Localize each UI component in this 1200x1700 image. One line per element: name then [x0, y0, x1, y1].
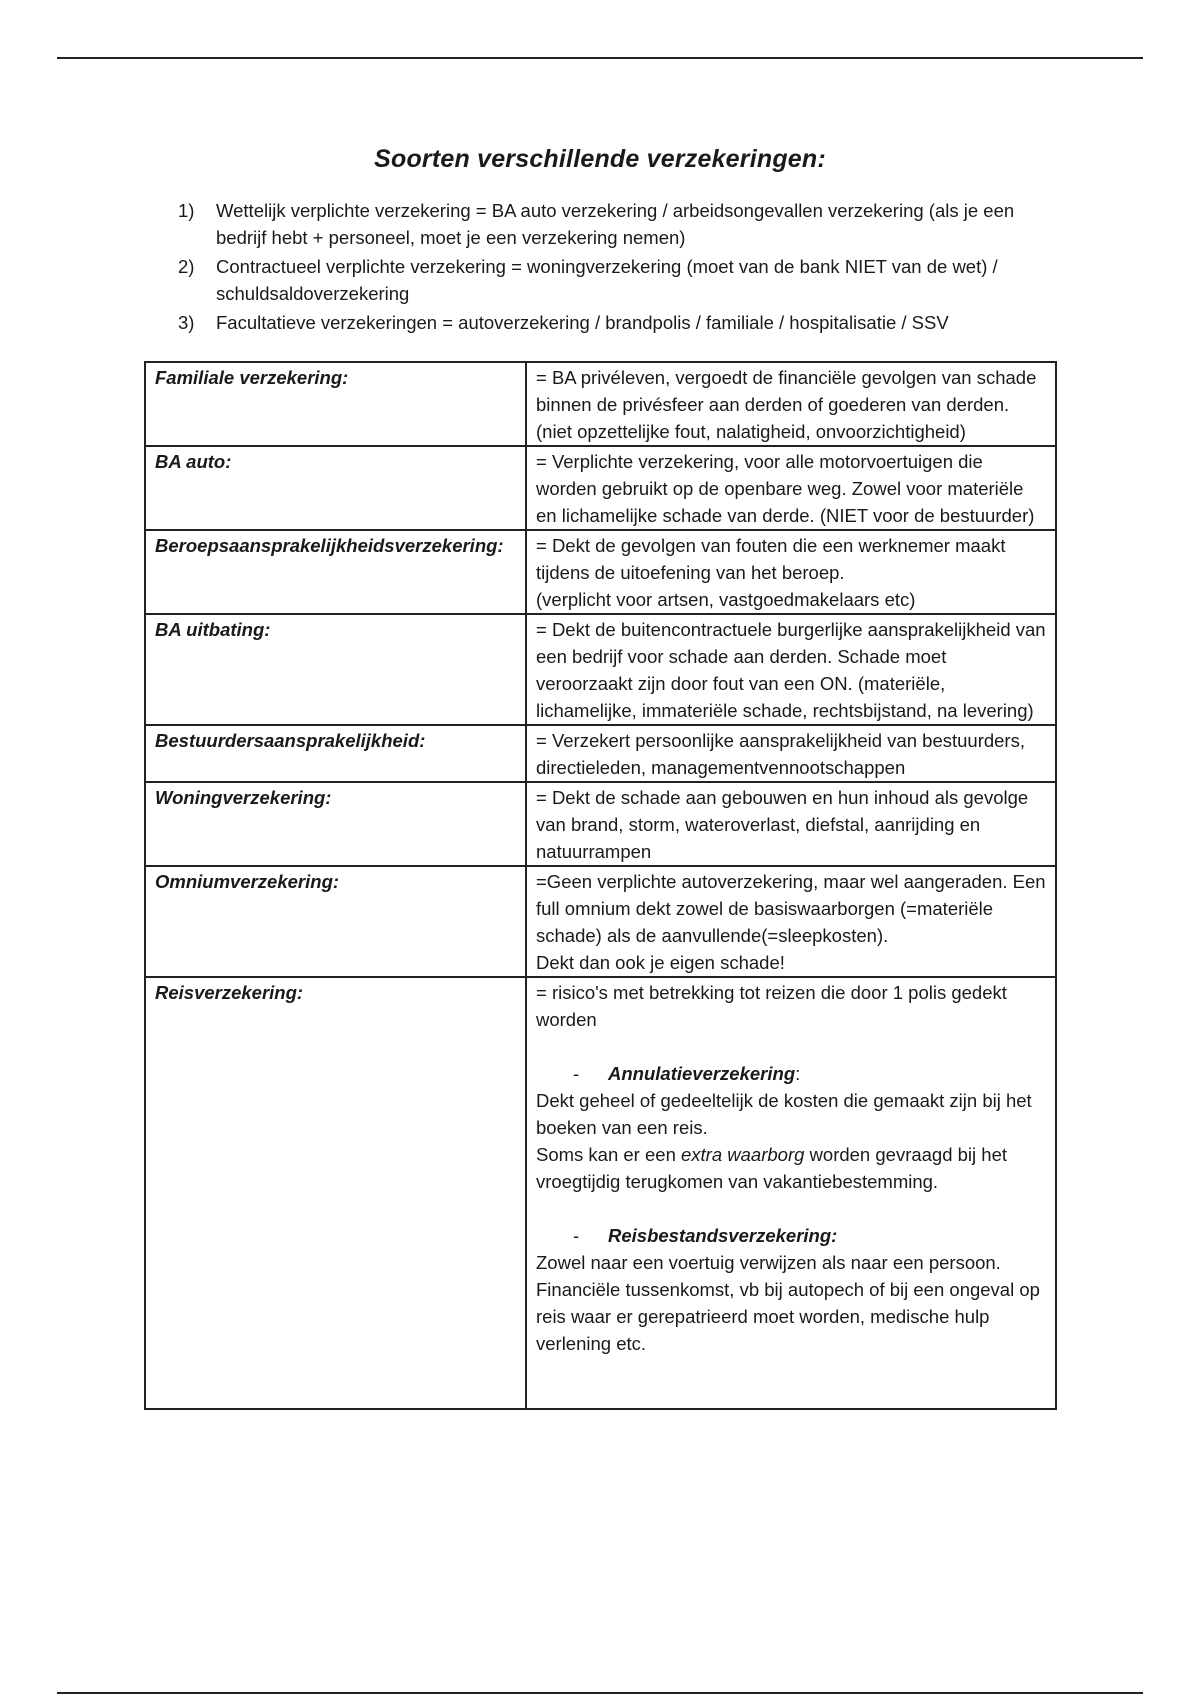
table-row: [145, 446, 1056, 530]
sub-heading-title: Annulatieverzekering: [608, 1063, 796, 1084]
table-row: [145, 977, 1056, 1409]
definition-text: = risico's met betrekking tot reizen die door 1 polis gedekt worden: [536, 982, 1007, 1030]
list-text: Wettelijk verplichte verzekering = BA auto verzekering / arbeidsongevallen verzekering (als je een bedrijf hebt + personeel, moet je een verzekering nemen): [216, 200, 1015, 248]
definition-text: Zowel naar een voertuig verwijzen als naar een persoon.: [536, 1252, 1001, 1273]
obligation-list: [178, 197, 1068, 338]
definition-cell: [526, 725, 1056, 782]
definition-text: = Dekt de schade aan gebouwen en hun inhoud als gevolge van brand, storm, wateroverlast, diefstal, aanrijding en natuurrampen: [536, 787, 1029, 862]
definition-cell: [526, 446, 1056, 530]
table-row: [145, 725, 1056, 782]
definition-cell: [526, 362, 1056, 446]
definition-text: [536, 1141, 1047, 1195]
sub-heading-colon: :: [795, 1063, 801, 1084]
table-row: [145, 362, 1056, 446]
text-part: worden gevraagd bij het vroegtijdig terugkomen van vakantiebestemming.: [536, 1144, 1008, 1192]
list-number: 1): [178, 200, 195, 221]
sub-heading-travel-assistance: [536, 1222, 1047, 1249]
definition-cell: [526, 866, 1056, 977]
list-text: Facultatieve verzekeringen = autoverzekering / brandpolis / familiale / hospitalisatie / SSV: [216, 312, 949, 333]
definition-text: =Geen verplichte autoverzekering, maar wel aangeraden. Een full omnium dekt zowel de basiswaarborgen (=materiële schade) als de aanvullende(=sleepkosten).: [536, 871, 1046, 946]
page-title: Soorten verschillende verzekeringen:: [374, 145, 826, 173]
table-row: [145, 614, 1056, 725]
table-row: [145, 530, 1056, 614]
definition-text: = BA privéleven, vergoedt de financiële gevolgen van schade binnen de privésfeer aan derden of goederen van derden.: [536, 367, 1037, 415]
list-number: 2): [178, 256, 195, 277]
text-part: Soms kan er een: [536, 1144, 681, 1165]
sub-heading-annulation: [536, 1060, 1047, 1087]
term-cell: BA auto:: [145, 446, 526, 530]
definition-cell: [526, 782, 1056, 866]
term-cell: Reisverzekering:: [145, 977, 526, 1409]
term-cell: Bestuurdersaansprakelijkheid:: [145, 725, 526, 782]
definition-text: (verplicht voor artsen, vastgoedmakelaars etc): [536, 589, 916, 610]
list-number: 3): [178, 312, 195, 333]
definition-cell: [526, 530, 1056, 614]
definition-text: = Dekt de buitencontractuele burgerlijke aansprakelijkheid van een bedrijf voor schade aan derden. Schade moet veroorzaakt zijn door fout van een ON. (materiële, lichamelijke, immateriële schade, rechtsbijstand, na levering): [536, 619, 1046, 721]
spacer: [536, 1195, 1047, 1222]
term-cell: Beroepsaansprakelijkheidsverzekering:: [145, 530, 526, 614]
definition-cell: [526, 614, 1056, 725]
sub-heading-title: Reisbestandsverzekering:: [608, 1225, 838, 1246]
dash-bullet: -: [573, 1225, 580, 1246]
term-cell: Familiale verzekering:: [145, 362, 526, 446]
definition-text: Financiële tussenkomst, vb bij autopech of bij een ongeval op reis waar er gerepatrieerd moet worden, medische hulp verlening etc.: [536, 1279, 1040, 1354]
header-rule: [57, 57, 1143, 59]
definition-text: Dekt geheel of gedeeltelijk de kosten die gemaakt zijn bij het boeken van een reis.: [536, 1090, 1032, 1138]
definition-text: = Verplichte verzekering, voor alle motorvoertuigen die worden gebruikt op de openbare weg. Zowel voor materiële en lichamelijke schade van derde. (NIET voor de bestuurder): [536, 451, 1035, 526]
table-row: [145, 866, 1056, 977]
definition-cell: [526, 977, 1056, 1409]
list-text: Contractueel verplichte verzekering = woningverzekering (moet van de bank NIET van de wet) / schuldsaldoverzekering: [216, 256, 998, 304]
list-item: [178, 253, 1068, 307]
definition-text: = Dekt de gevolgen van fouten die een werknemer maakt tijdens de uitoefening van het beroep.: [536, 535, 1006, 583]
definition-text: (niet opzettelijke fout, nalatigheid, onvoorzichtigheid): [536, 421, 966, 442]
term-cell: Omniumverzekering:: [145, 866, 526, 977]
table-row: [145, 782, 1056, 866]
dash-bullet: -: [573, 1063, 580, 1084]
insurance-table: [144, 361, 1057, 1410]
footer-rule: [57, 1692, 1143, 1694]
emphasis-text: extra waarborg: [681, 1144, 805, 1165]
definition-text: = Verzekert persoonlijke aansprakelijkheid van bestuurders, directieleden, managementvennootschappen: [536, 730, 1025, 778]
list-item: [178, 309, 1068, 336]
term-cell: BA uitbating:: [145, 614, 526, 725]
term-cell: Woningverzekering:: [145, 782, 526, 866]
list-item: [178, 197, 1068, 251]
spacer: [536, 1033, 1047, 1060]
definition-text: Dekt dan ook je eigen schade!: [536, 952, 785, 973]
